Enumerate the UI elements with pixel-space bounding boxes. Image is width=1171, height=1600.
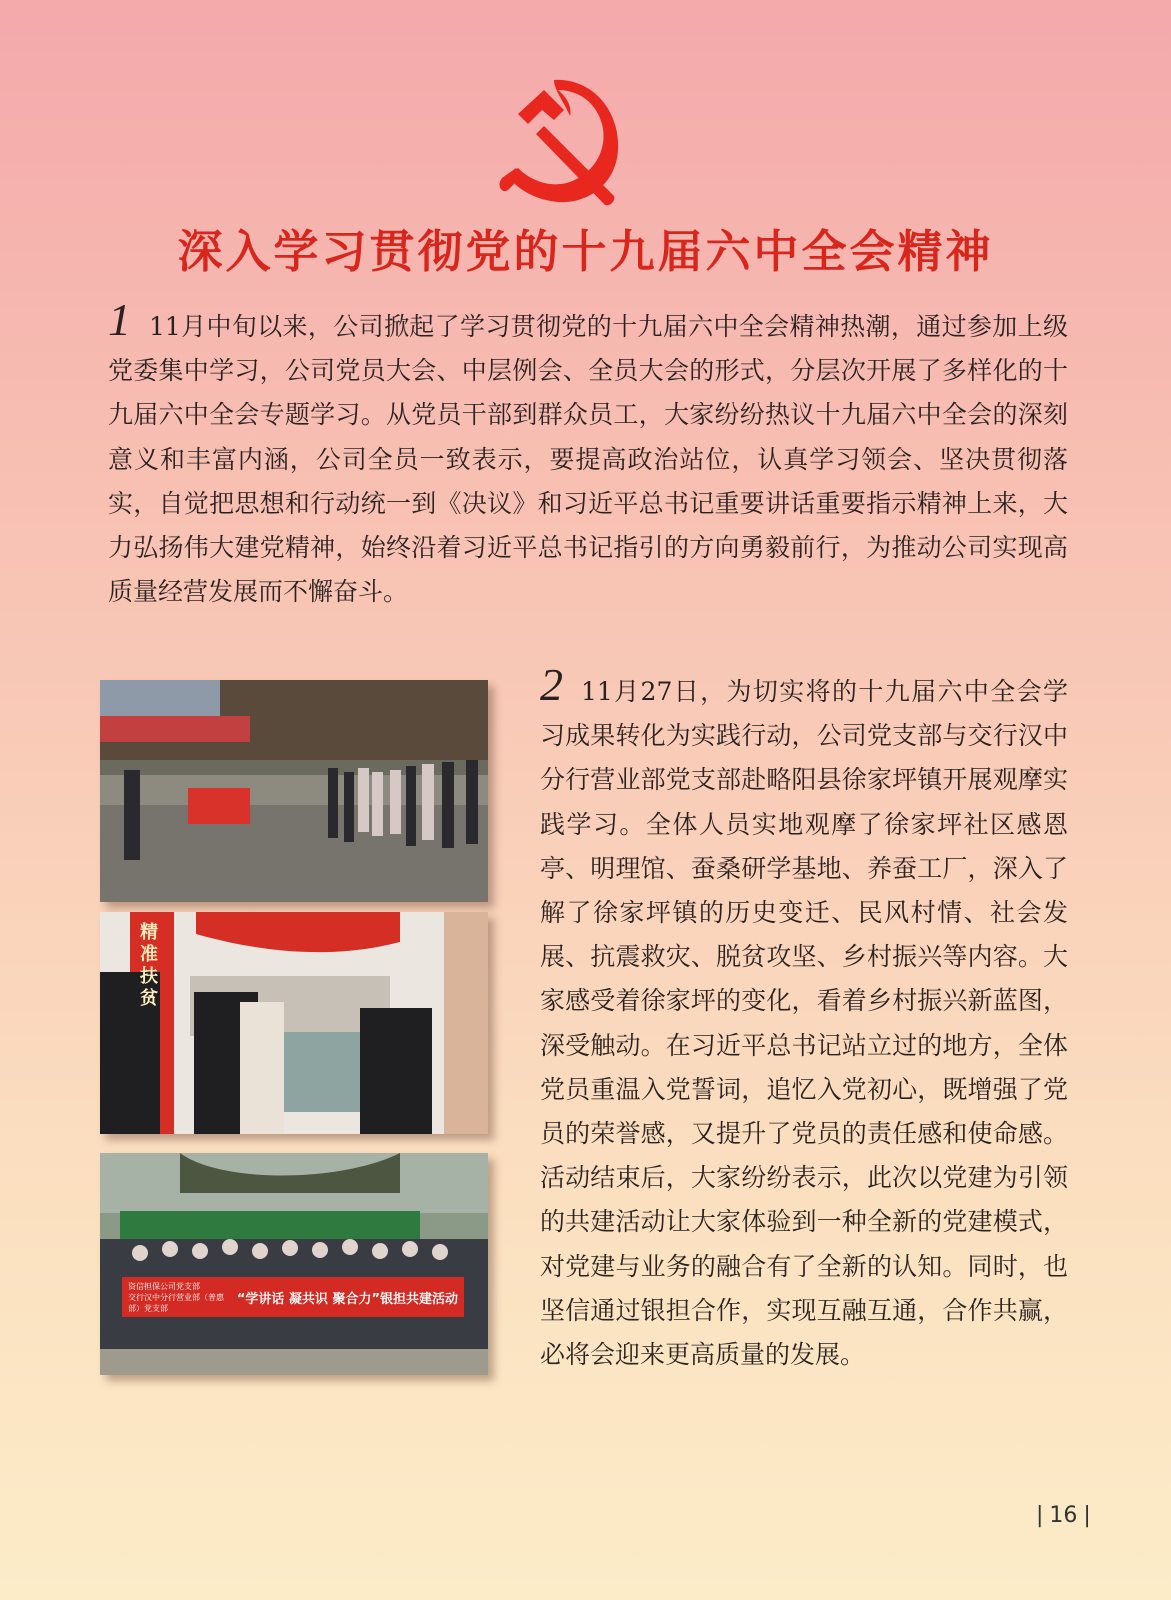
page-number	[1030, 1503, 1092, 1528]
page-number-value: 16	[1049, 1503, 1078, 1528]
exhibit-side-text: 精准扶贫	[140, 922, 158, 1009]
photo-group-banner	[100, 1153, 488, 1375]
party-emblem-icon	[492, 72, 634, 210]
banner-line-1: 资信担保公司党支部	[128, 1281, 200, 1291]
section-2	[540, 659, 1068, 1377]
section-number: 2	[540, 659, 563, 710]
section-number: 1	[108, 294, 131, 345]
section-text: 11月27日，为切实将的十九届六中全会学习成果转化为实践行动，公司党支部与交行汉中分行营业部党支部赴略阳县徐家坪镇开展观摩实践学习。全体人员实地观摩了徐家坪社区感恩亭、明理馆、蚕桑研学基地、养蚕工厂，深入了解了徐家坪镇的历史变迁、民风村情、社会发展、抗震救灾、脱贫攻坚、乡村振兴等内容。大家感受着徐家坪的变化，看着乡村振兴新蓝图，深受触动。在习近平总书记站立过的地方，全体党员重温入党誓词，追忆入党初心，既增强了党员的荣誉感，又提升了党员的责任感和使命感。活动结束后，大家纷纷表示，此次以党建为引领的共建活动让大家体验到一种全新的党建模式，对党建与业务的融合有了全新的认知。同时，也坚信通过银担合作，实现互融互通，合作共赢，必将会迎来更高质量的发展。	[540, 677, 1068, 1370]
section-1	[108, 294, 1068, 614]
photo-oath-ceremony	[100, 680, 488, 902]
divider: |	[1083, 1503, 1091, 1528]
banner-slogan: “学讲话 凝共识 聚合力”银担共建活动	[236, 1291, 458, 1307]
section-text: 11月中旬以来，公司掀起了学习贯彻党的十九届六中全会精神热潮，通过参加上级党委集中学习，公司党员大会、中层例会、全员大会的形式，分层次开展了多样化的十九届六中全会专题学习。从党员干部到群众员工，大家纷纷热议十九届六中全会的深刻意义和丰富内涵，公司全员一致表示，要提高政治站位，认真学习领会、坚决贯彻落实，自觉把思想和行动统一到《决议》和习近平总书记重要讲话重要指示精神上来，大力弘扬伟大建党精神，始终沿着习近平总书记指引的方向勇毅前行，为推动公司实现高质量经营发展而不懈奋斗。	[108, 312, 1068, 607]
event-banner	[122, 1277, 464, 1317]
banner-line-2: 交行汉中分行营业部（普惠部）党支部	[128, 1292, 224, 1313]
divider: |	[1036, 1503, 1044, 1528]
page-title: 深入学习贯彻党的十九届六中全会精神	[177, 225, 994, 278]
photo-exhibition-hall	[100, 912, 488, 1134]
